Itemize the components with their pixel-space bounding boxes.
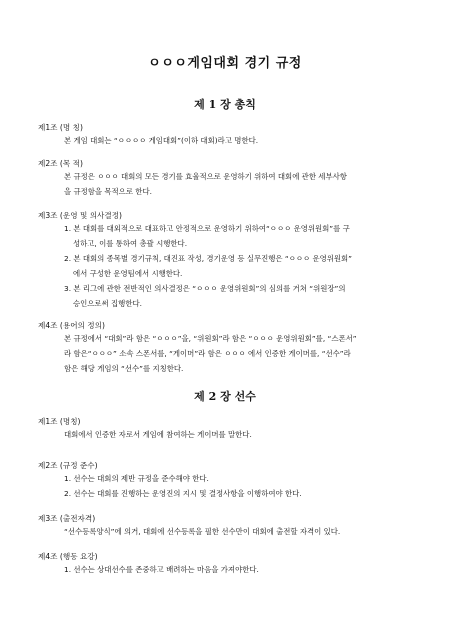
ch2-article-3: [38, 513, 418, 539]
item-line-1: 1. 본 대회를 대외적으로 대표하고 안정적으로 운영하기 위하여“ㅇㅇㅇ 운영위원회”를 구: [64, 224, 350, 233]
article-text-line-2: 라 함은“ㅇㅇㅇ” 소속 스폰서를, “게이머”라 함은 ㅇㅇㅇ 에서 인증한 게이머를, “선수”라: [64, 349, 351, 358]
ch1-article-3: [38, 210, 418, 311]
article-text: 대회에서 인증한 자로서 게임에 참여하는 게이머를 말한다.: [64, 430, 252, 439]
list-item: 2. 선수는 대회를 진행하는 운영진의 지시 및 결정사항을 이행하여야 한다.: [64, 489, 302, 498]
ch2-article-4: [38, 551, 418, 577]
list-item: [64, 221, 418, 251]
article-text-line-2: 을 규정함을 목적으로 한다.: [64, 187, 152, 196]
article-heading: 제4조 (행동 요강): [38, 552, 98, 561]
item-line-2: 승인으로써 집행한다.: [73, 299, 142, 308]
ch2-article-2: [38, 460, 418, 501]
item-line-1: 3. 본 리그에 관한 전반적인 의사결정은 “ㅇㅇㅇ 운영위원회”의 심의를 거쳐 “위원장”의: [64, 284, 346, 293]
article-heading: 제4조 (용어의 정의): [38, 321, 105, 330]
article-text-line-1: 본 규정에서 “대회”라 함은 “ㅇㅇㅇ”을, “위원회”라 함은 “ㅇㅇㅇ 운영위원회”를, “스폰서”: [64, 334, 357, 343]
item-line-1: 2. 본 대회의 종목별 경기규칙, 대진표 작성, 경기운영 등 실무진행은 “ㅇㅇㅇ 운영위원회”: [64, 254, 352, 263]
ch1-article-1: [38, 122, 418, 148]
item-line-2: 에서 구성한 운영팀에서 시행한다.: [73, 269, 183, 278]
document-title: ㅇㅇㅇ게임대회 경기 규정: [148, 56, 302, 71]
item-line-2: 성하고, 이를 통하여 총괄 시행한다.: [73, 239, 188, 248]
list-item: 1. 선수는 상대선수를 존중하고 배려하는 마음을 가져야한다.: [64, 565, 259, 574]
ch1-article-2: [38, 158, 418, 199]
chapter-1-title: 제 1 장 총칙: [194, 98, 256, 111]
article-heading: 제2조 (규정 준수): [38, 461, 98, 470]
ch2-article-1: [38, 416, 418, 442]
article-heading: 제3조 (운영 및 의사결정): [38, 211, 123, 220]
article-heading: 제1조 (명칭): [38, 417, 81, 426]
article-heading: 제1조 (명 칭): [38, 123, 83, 132]
article-text-line-3: 함은 해당 게임의 “선수”를 지칭한다.: [64, 364, 184, 373]
list-item: [64, 251, 418, 281]
article-text-line-1: 본 규정은 ㅇㅇㅇ 대회의 모든 경기를 효율적으로 운영하기 위하여 대회에 관한 세부사항: [64, 172, 347, 181]
article-text: “선수등록양식”에 의거, 대회에 선수등록을 필한 선수만이 대회에 출전할 자격이 있다.: [64, 527, 341, 536]
ch1-article-4: [38, 320, 418, 376]
article-heading: 제2조 (목 적): [38, 159, 83, 168]
list-item: 1. 선수는 대회의 제반 규정을 준수해야 한다.: [64, 474, 209, 483]
article-text: 본 게임 대회는 “ㅇㅇㅇㅇ 게임대회”(이하 대회)라고 명한다.: [64, 136, 259, 145]
list-item: [64, 281, 418, 311]
chapter-2-title: 제 2 장 선수: [194, 390, 256, 403]
article-heading: 제3조 (출전자격): [38, 514, 96, 523]
